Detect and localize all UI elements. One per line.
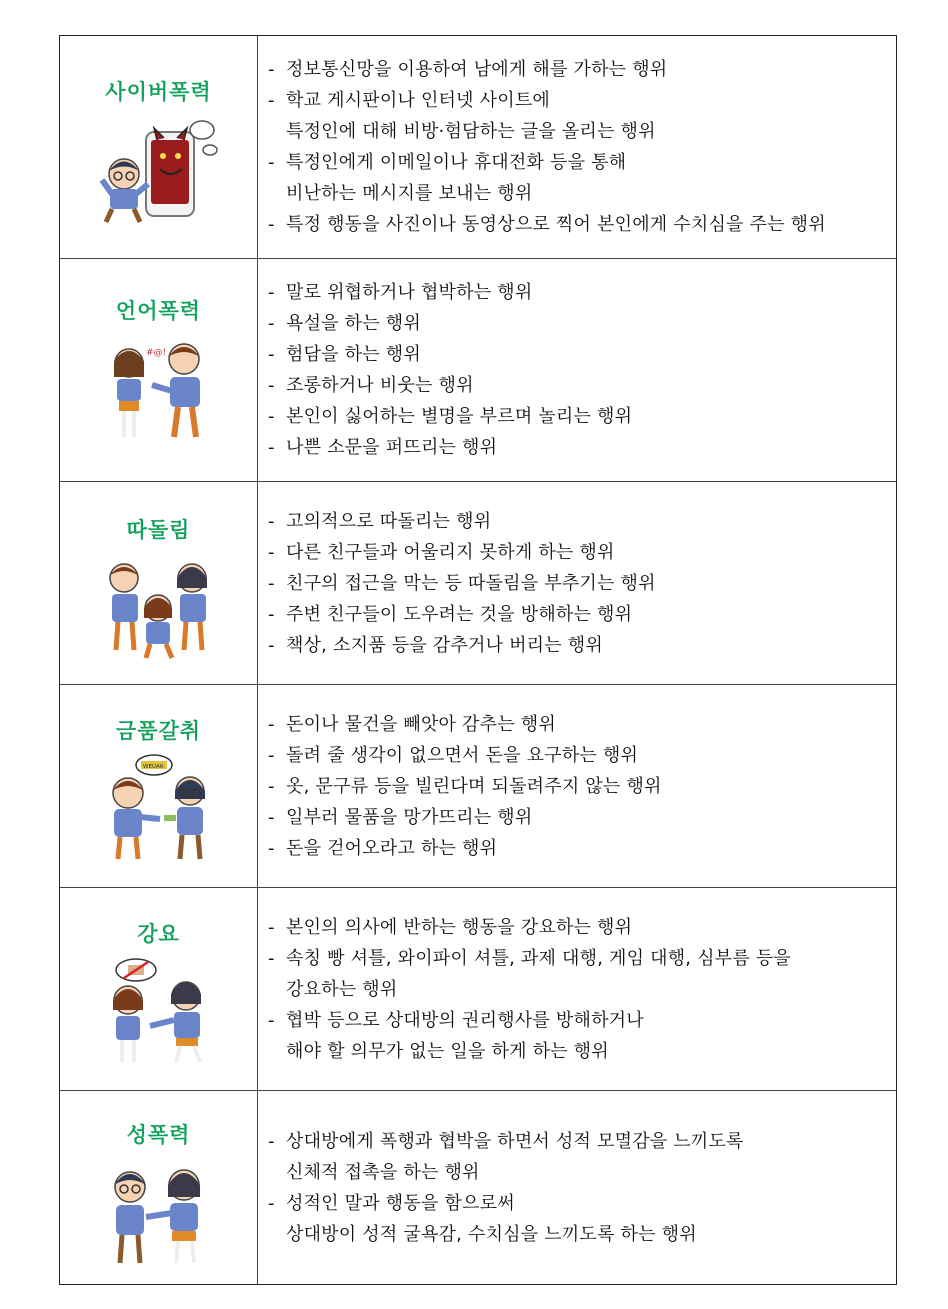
row-extortion	[60, 685, 896, 888]
list-item-continuation: 신체적 접촉을 하는 행위	[286, 1161, 480, 1183]
list-item: - 험담을 하는 행위	[268, 344, 421, 365]
category-cell	[60, 888, 258, 1090]
ostracism-illustration-icon	[94, 552, 224, 662]
description-cell	[258, 685, 896, 887]
description-cell	[258, 888, 896, 1090]
coercion-illustration-icon	[94, 956, 224, 1066]
list-item-continuation: 해야 할 의무가 없는 일을 하게 하는 행위	[286, 1040, 609, 1062]
list-item: - 정보통신망을 이용하여 남에게 해를 가하는 행위	[268, 59, 668, 80]
description-cell	[258, 36, 896, 258]
row-ostracism	[60, 482, 896, 685]
list-item-continuation: 상대방이 성적 굴욕감, 수치심을 느끼도록 하는 행위	[286, 1223, 697, 1245]
list-item: - 돌려 줄 생각이 없으면서 돈을 요구하는 행위	[268, 744, 639, 766]
svg-text:#@!: #@!	[145, 348, 166, 358]
category-title: 강요	[137, 922, 180, 946]
description-cell	[258, 259, 896, 481]
category-cell	[60, 36, 258, 258]
list-item: - 학교 게시판이나 인터넷 사이트에	[268, 90, 550, 111]
row-coercion	[60, 888, 896, 1091]
row-verbal-violence	[60, 259, 896, 482]
category-title: 언어폭력	[115, 299, 202, 323]
list-item-continuation: 강요하는 행위	[286, 978, 398, 1000]
bubble-text: WEUAR	[142, 764, 164, 770]
list-item: - 본인의 의사에 반하는 행동을 강요하는 행위	[268, 916, 633, 938]
school-violence-table	[59, 35, 897, 1285]
list-item: - 돈이나 물건을 빼앗아 감추는 행위	[268, 713, 556, 735]
list-item: - 다른 친구들과 어울리지 못하게 하는 행위	[268, 541, 615, 563]
category-cell	[60, 482, 258, 684]
category-title: 금품갈취	[115, 719, 202, 743]
list-item: - 돈을 걷어오라고 하는 행위	[268, 837, 498, 859]
sexual-violence-illustration-icon	[94, 1157, 224, 1267]
list-item: - 욕설을 하는 행위	[268, 313, 421, 334]
row-sexual-violence	[60, 1091, 896, 1284]
list-item: - 성적인 말과 행동을 함으로써	[268, 1192, 515, 1214]
list-item: - 말로 위협하거나 협박하는 행위	[268, 282, 533, 303]
category-cell	[60, 685, 258, 887]
list-item: - 특정 행동을 사진이나 동영상으로 찍어 본인에게 수치심을 주는 행위	[268, 214, 826, 235]
list-item: - 친구의 접근을 막는 등 따돌림을 부추기는 행위	[268, 572, 656, 594]
category-cell	[60, 1091, 258, 1284]
list-item-continuation: 비난하는 메시지를 보내는 행위	[286, 183, 533, 204]
list-item: - 협박 등으로 상대방의 권리행사를 방해하거나	[268, 1009, 644, 1031]
list-item: - 특정인에게 이메일이나 휴대전화 등을 통해	[268, 152, 627, 173]
list-item: - 일부러 물품을 망가뜨리는 행위	[268, 806, 533, 828]
list-item: - 책상, 소지품 등을 감추거나 버리는 행위	[268, 634, 603, 656]
cyberbully-illustration-icon	[94, 114, 224, 224]
category-title: 사이버폭력	[105, 80, 212, 104]
list-item: - 주변 친구들이 도우려는 것을 방해하는 행위	[268, 603, 633, 625]
category-title: 따돌림	[126, 518, 191, 542]
list-item: - 상대방에게 폭행과 협박을 하면서 성적 모멸감을 느끼도록	[268, 1130, 744, 1152]
list-item: - 나쁜 소문을 퍼뜨리는 행위	[268, 437, 498, 458]
list-item: - 고의적으로 따돌리는 행위	[268, 510, 492, 532]
category-cell	[60, 259, 258, 481]
list-item-continuation: 특정인에 대해 비방·험담하는 글을 올리는 행위	[286, 121, 656, 142]
list-item: - 속칭 빵 셔틀, 와이파이 셔틀, 과제 대행, 게임 대행, 심부름 등을	[268, 947, 792, 969]
row-cyber-violence	[60, 36, 896, 259]
verbal-abuse-illustration-icon	[94, 333, 224, 443]
description-cell	[258, 1091, 896, 1284]
list-item: - 옷, 문구류 등을 빌린다며 되돌려주지 않는 행위	[268, 775, 662, 797]
category-title: 성폭력	[126, 1123, 191, 1147]
list-item: - 본인이 싫어하는 별명을 부르며 놀리는 행위	[268, 406, 633, 427]
description-cell	[258, 482, 896, 684]
list-item: - 조롱하거나 비웃는 행위	[268, 375, 474, 396]
extortion-illustration-icon	[94, 753, 224, 863]
